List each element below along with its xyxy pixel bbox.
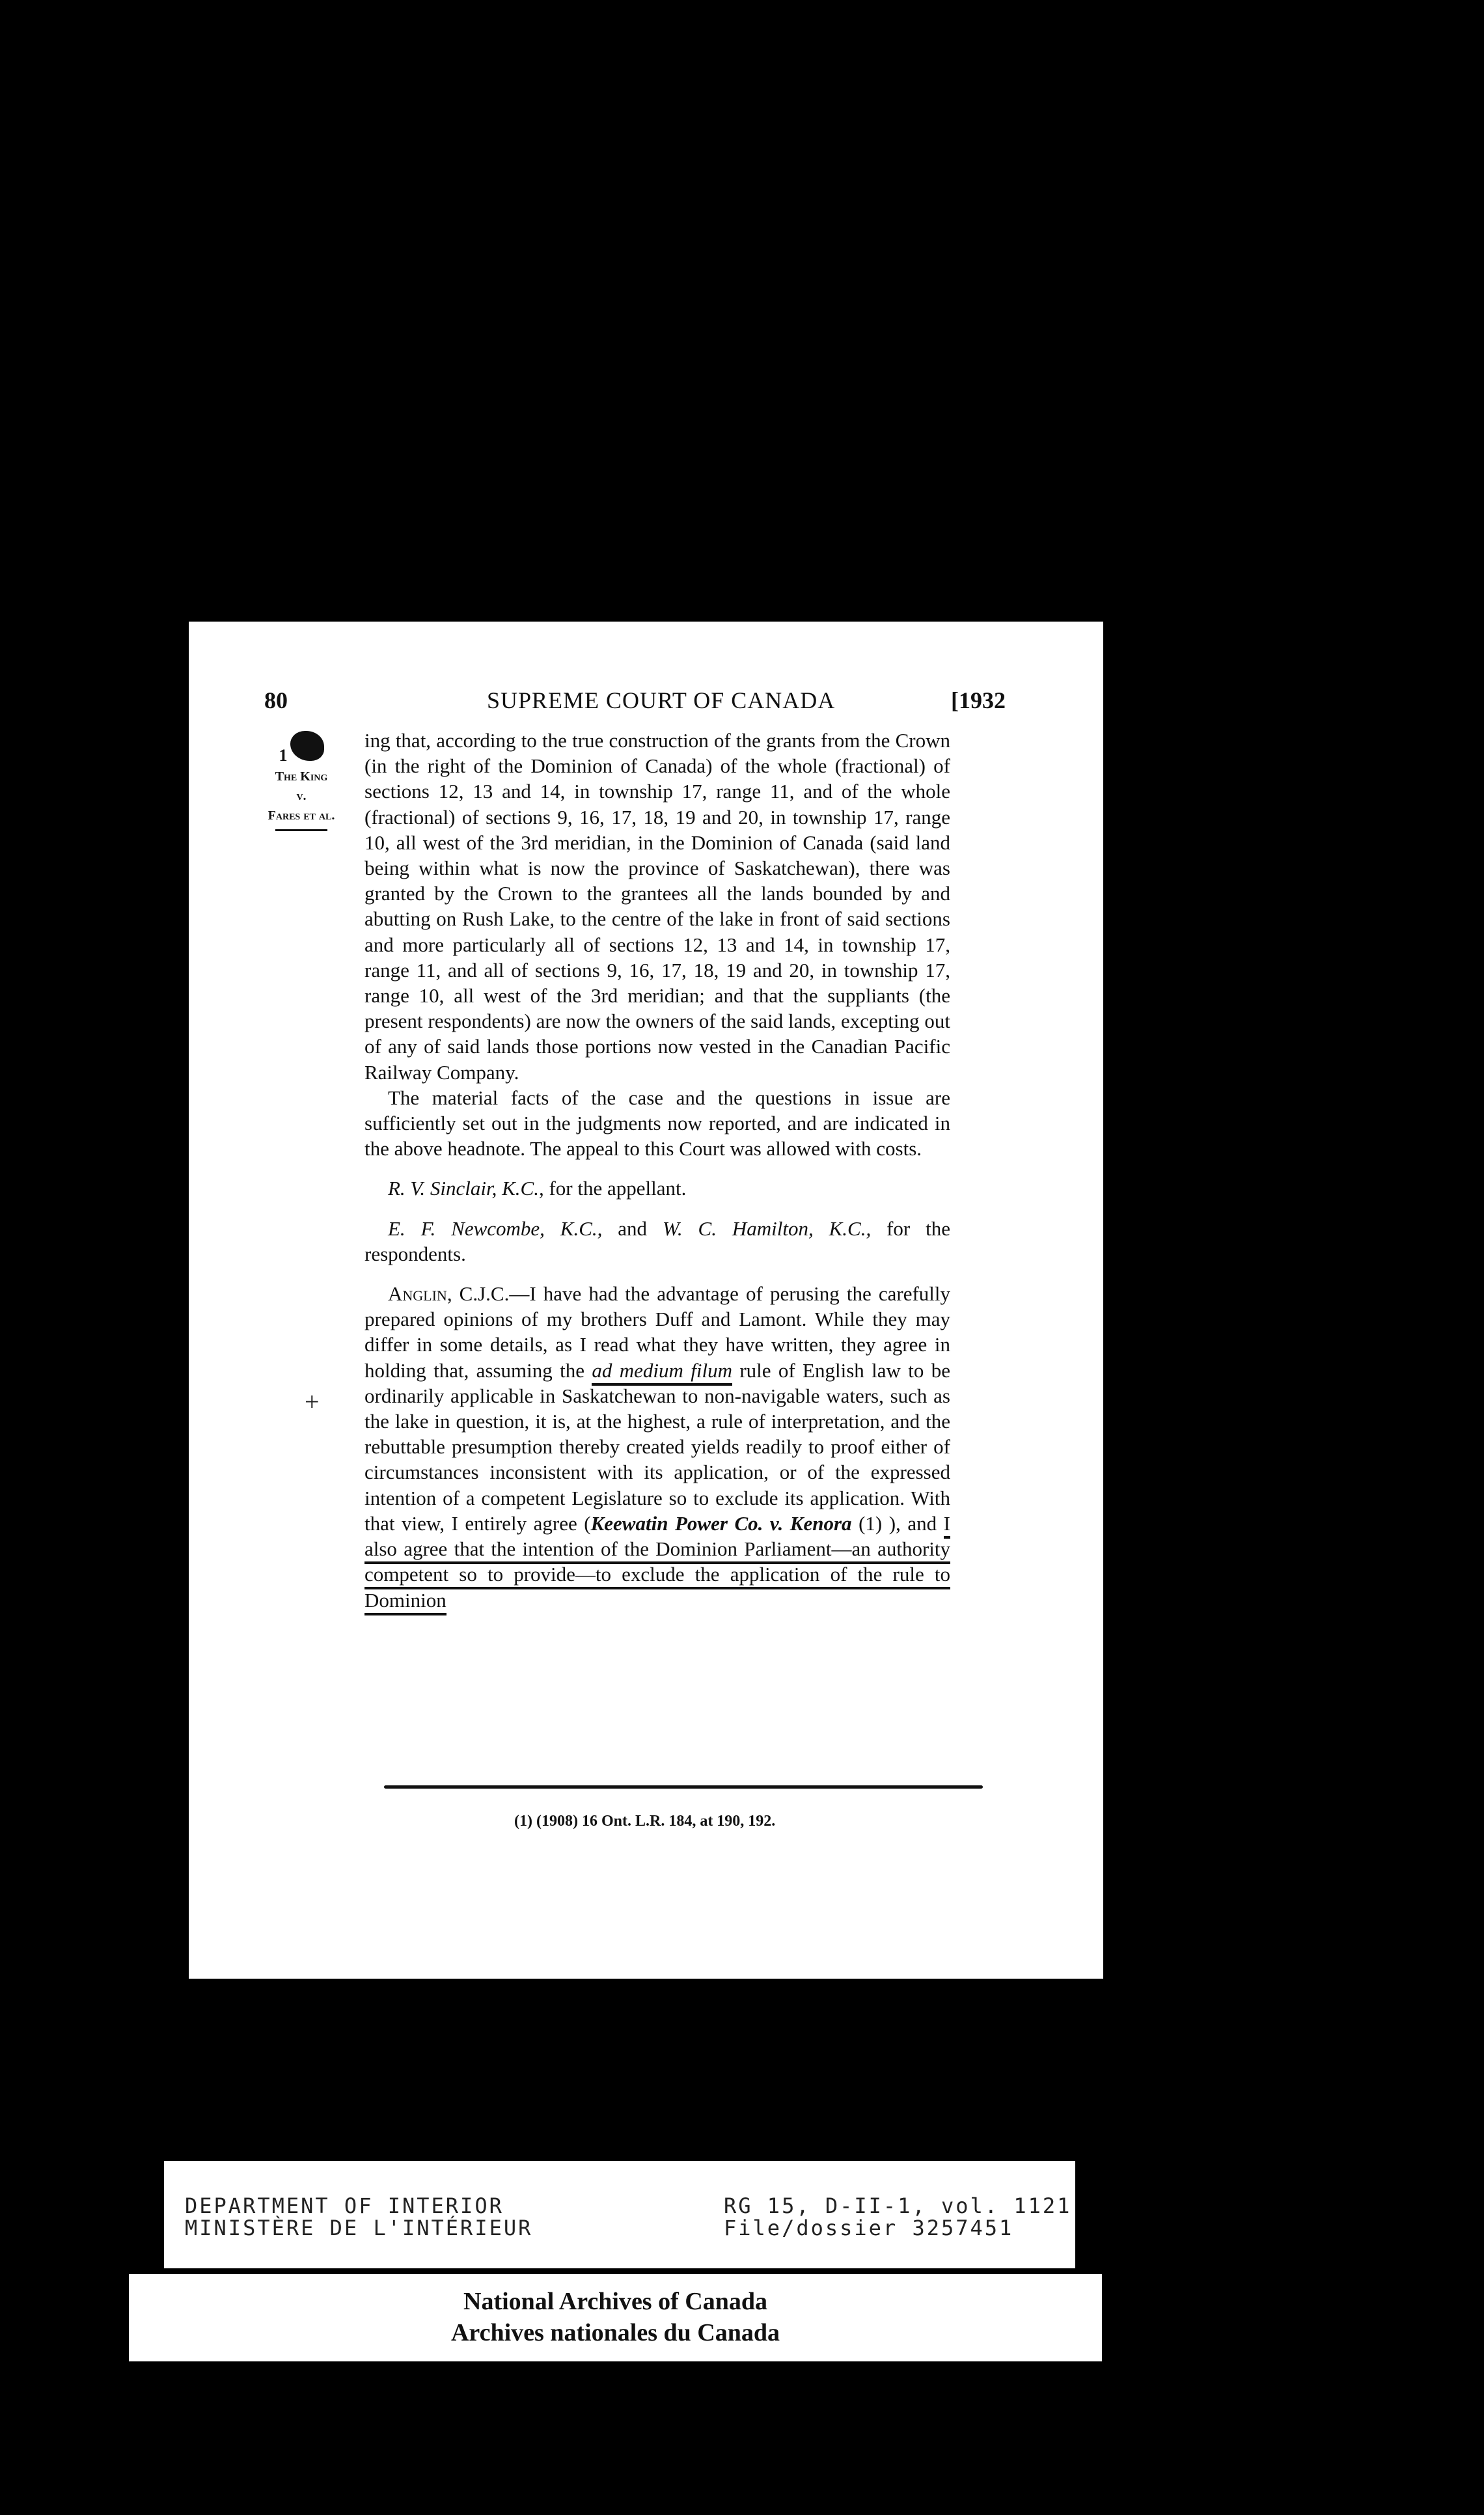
running-title: SUPREME COURT OF CANADA bbox=[487, 687, 836, 713]
counsel-respondents: E. F. Newcombe, K.C., and W. C. Hamilton, K.C., for the respondents. bbox=[364, 1216, 951, 1265]
body-text bbox=[364, 728, 950, 1613]
case-name-line1: The King bbox=[275, 769, 328, 784]
plus-mark-icon: + bbox=[305, 1387, 320, 1416]
archives-name-en: National Archives of Canada bbox=[463, 2288, 767, 2315]
stamp-file-reference: RG 15, D-II-1, vol. 1121 File/dossier 3257451 bbox=[724, 2193, 1072, 2240]
opinion-paragraph: Anglin, C.J.C.—I have had the advantage of perusing the carefully prepared opinions of my brothers Duff and Lamont. While they may differ in some details, as I read what they have written, they agree in holding that, assuming the ad medium filum rule of English law to be ordinarily applicable in Saskatchewan to non-navigable waters, such as the lake in question, it is, at the highest, a rule of interpretation, and the rebuttable presumption thereby created yields readily to proof either of circumstances inconsistent with its application, or of the expressed intention of a competent Legislature so to exclude its application. With that view, I entirely agree (Keewatin Power Co. v. Kenora (1) ), and I also agree that the intention of the Dominion Parliament—an authority competent so to provide—to exclude the application of the rule to Dominion bbox=[364, 1281, 950, 1613]
archives-name-fr: Archives nationales du Canada bbox=[450, 2319, 780, 2346]
paragraph-continued: ing that, according to the true construction of the grants from the Crown (in the right of the Dominion of Canada) of the whole (fractional) of sections 12, 13 and 14, in township 17, range 11, and of the whole (fractional) of sections 9, 16, 17, 18, 19 and 20, in township 17, range 10, all west of the 3rd meridian, in the Dominion of Canada (said land being within what is now the province of Saskatchewan), there was granted by the Crown to the grantees all the lands bounded by and abutting on Rush Lake, to the centre of the lake in front of said sections and more particularly all of sections 12, 13 and 14, in township 17, range 11, and all of sections 9, 16, 17, 18, 19 and 20, in township 17, range 10, all west of the 3rd meridian; and that the suppliants (the present respondents) are now the owners of the said lands, excepting out of any of said lands those portions now vested in the Canadian Pacific Railway Company. bbox=[364, 729, 950, 1084]
report-year: [1932 bbox=[951, 687, 1006, 713]
footnote-rule bbox=[384, 1785, 983, 1789]
document-page bbox=[189, 622, 1103, 1979]
underlined-passage: I also agree that the intention of the Dominion Parliament—an authority competent so to provide—to exclude the application of the rule to Dominion bbox=[364, 1512, 950, 1615]
paragraph-facts: The material facts of the case and the questions in issue are sufficiently set out in the judgments now reported, and are indicated in the above headnote. The appeal to this Court was allowed with costs. bbox=[364, 1086, 950, 1161]
margin-rule bbox=[275, 829, 327, 831]
case-citation: Keewatin Power Co. v. Kenora bbox=[590, 1511, 852, 1535]
counsel-respondent-name-1: E. F. Newcombe, K.C., bbox=[388, 1216, 603, 1240]
year-stub: 1 bbox=[279, 746, 288, 765]
archive-stamp bbox=[164, 2161, 1075, 2268]
archives-label bbox=[129, 2274, 1102, 2361]
counsel-appellant-name: R. V. Sinclair, K.C., bbox=[388, 1177, 544, 1200]
counsel-appellant: R. V. Sinclair, K.C., for the appellant. bbox=[388, 1177, 687, 1200]
footnote: (1) (1908) 16 Ont. L.R. 184, at 190, 192. bbox=[514, 1813, 776, 1830]
stamp-department: DEPARTMENT OF INTERIOR MINISTÈRE DE L'INTÉRIEUR bbox=[185, 2193, 533, 2240]
page-number: 80 bbox=[264, 687, 288, 713]
case-name-line3: Fares et al. bbox=[268, 808, 335, 823]
case-margin-note bbox=[253, 731, 350, 831]
latin-phrase: ad medium filum bbox=[592, 1359, 732, 1386]
counsel-respondent-name-2: W. C. Hamilton, K.C., bbox=[662, 1216, 872, 1240]
opinion-judge: Anglin, C.J.C. bbox=[388, 1282, 510, 1306]
case-name-line2: v. bbox=[296, 789, 307, 803]
ink-blot-icon bbox=[290, 731, 324, 761]
